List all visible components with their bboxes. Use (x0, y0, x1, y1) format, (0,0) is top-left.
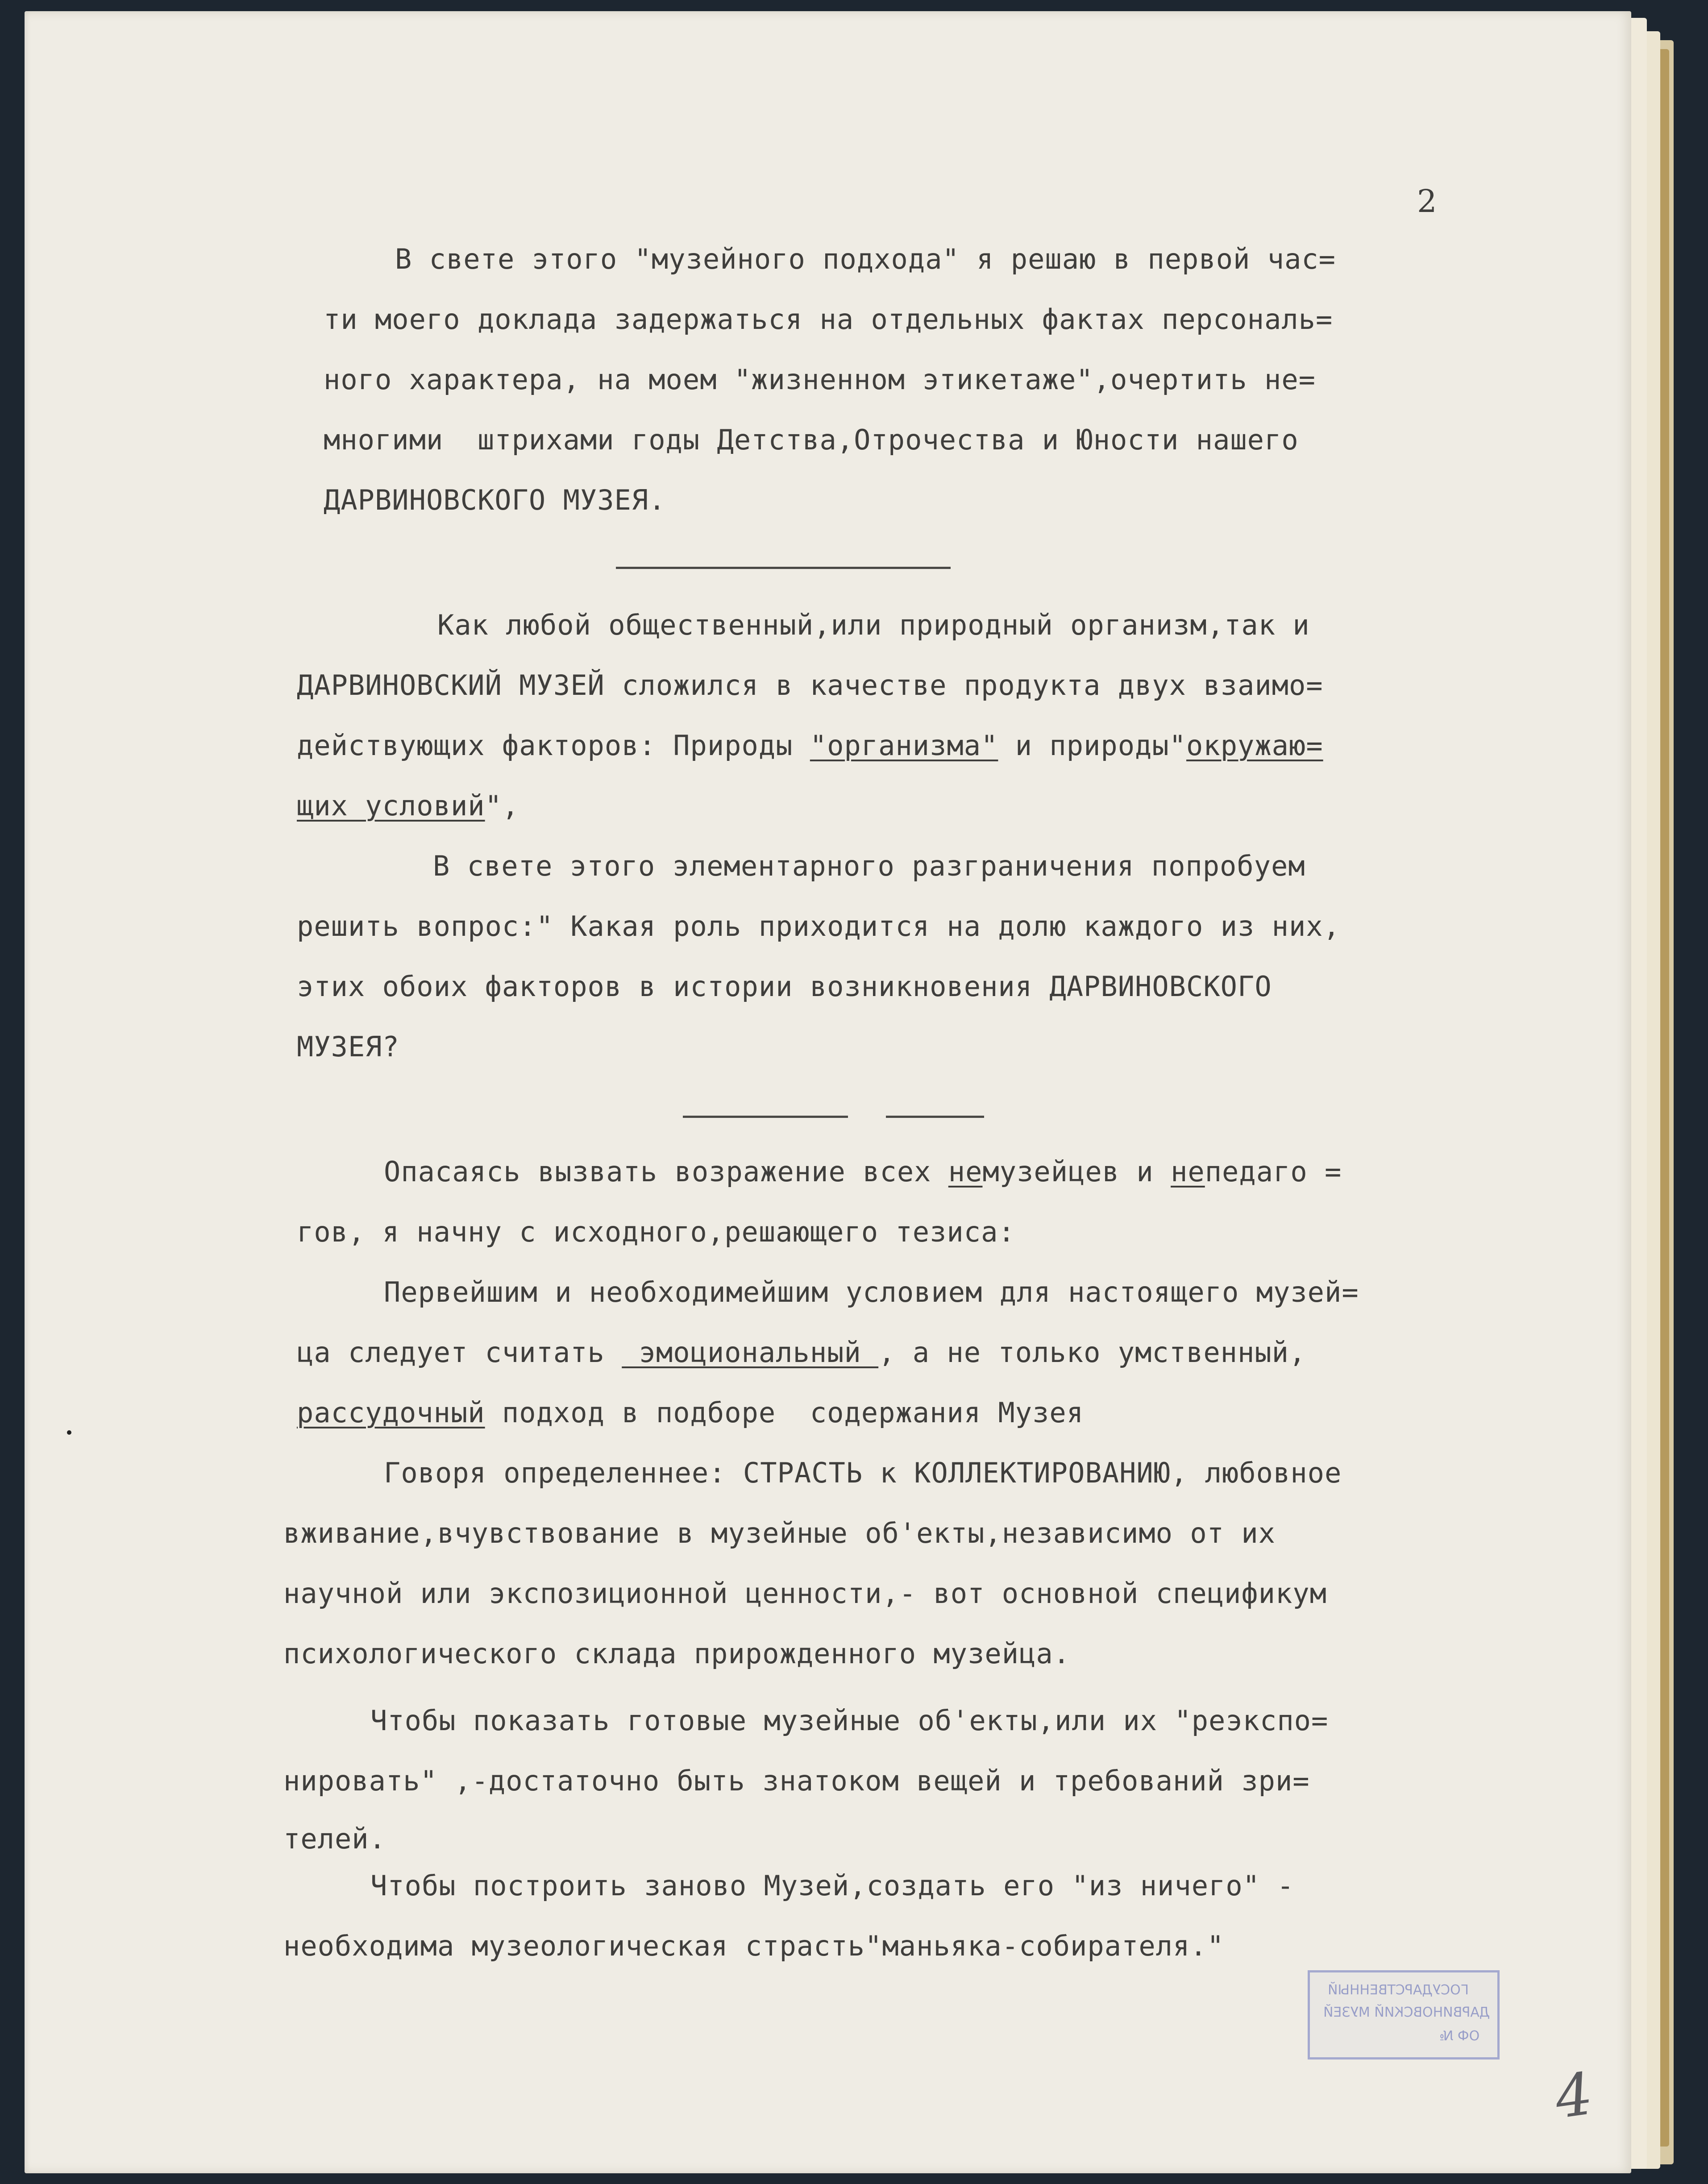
text-line: психологического склада прирожденного музейца. (283, 1637, 1071, 1670)
underlined-prefix: не (1171, 1155, 1205, 1188)
text-line: Говоря определеннее: СТРАСТЬ к КОЛЛЕКТИРОВАНИЮ, любовное (384, 1457, 1342, 1489)
text-line: научной или экспозиционной ценности,- вот основной спецификум (283, 1577, 1327, 1610)
handwritten-folio-number: 4 (1550, 2059, 1597, 2132)
section-divider (616, 567, 951, 569)
museum-stamp (1308, 1970, 1500, 2059)
text-line: решить вопрос:" Какая роль приходится на долю каждого из них, (297, 910, 1340, 943)
stamp-text: ГОСУДАРСТВЕННЫЙ (1328, 1982, 1469, 1998)
underlined-term: "организма" (810, 729, 998, 762)
underlined-term: щих условий (297, 789, 485, 822)
page-stack-edge (1629, 18, 1647, 2169)
text-line: необходима музеологическая страсть"маньяка-собирателя." (283, 1930, 1224, 1962)
text-line: действующих факторов: Природы "организма" и природы"окружаю= (297, 729, 1323, 762)
underlined-term: рассудочный (297, 1396, 485, 1429)
underlined-term: эмоциональный (622, 1336, 879, 1369)
text-line: Первейшим и необходимейшим условием для настоящего музей= (384, 1276, 1359, 1308)
text-line: ца следует считать эмоциональный , а не только умственный, (297, 1336, 1306, 1369)
text-line: В свете этого "музейного подхода" я решаю в первой час= (395, 243, 1336, 275)
text-line: гов, я начну с исходного,решающего тезиса: (297, 1216, 1015, 1248)
underlined-prefix: не (948, 1155, 983, 1188)
stamp-text: ОФ № (1439, 2028, 1480, 2044)
section-divider (886, 1116, 984, 1118)
text-line: ти моего доклада задержаться на отдельных фактах персональ= (324, 303, 1333, 336)
text-line: ного характера, на моем "жизненном этикетаже",очертить не= (324, 363, 1316, 396)
ink-speck (67, 1430, 71, 1435)
text-line: Опасаясь вызвать возражение всех немузейцев и непедаго = (384, 1155, 1342, 1188)
text-line: рассудочный подход в подборе содержания Музея (297, 1396, 1084, 1429)
text-line: многими штрихами годы Детства,Отрочества и Юности нашего (324, 424, 1299, 456)
text-line: телей. (283, 1823, 386, 1855)
text-line: В свете этого элементарного разграничения попробуем (433, 850, 1305, 882)
underlined-term: окружаю= (1186, 729, 1323, 762)
text-line: Чтобы показать готовые музейные об'екты,или их "реэкспо= (370, 1704, 1329, 1737)
section-divider (683, 1116, 848, 1118)
text-line: Чтобы построить заново Музей,создать его "из ничего" - (370, 1869, 1294, 1902)
text-line: Как любой общественный,или природный организм,так и (437, 609, 1310, 641)
text-line: этих обоих факторов в истории возникновения ДАРВИНОВСКОГО (297, 970, 1272, 1003)
text-line: ДАРВИНОВСКОГО МУЗЕЯ. (324, 484, 666, 516)
text-line: вживание,вчувствование в музейные об'екты,независимо от их (283, 1517, 1276, 1549)
page-number: 2 (1417, 183, 1438, 220)
text-line: нировать" ,-достаточно быть знатоком вещей и требований зри= (283, 1765, 1310, 1797)
text-line: ДАРВИНОВСКИЙ МУЗЕЙ сложился в качестве продукта двух взаимо= (297, 669, 1323, 702)
typewritten-page (25, 11, 1631, 2173)
text-line: щих условий", (297, 789, 519, 822)
stamp-text: ДАРВИНОВСКИЙ МУЗЕЙ (1323, 2005, 1490, 2020)
text-line: МУЗЕЯ? (297, 1030, 399, 1063)
